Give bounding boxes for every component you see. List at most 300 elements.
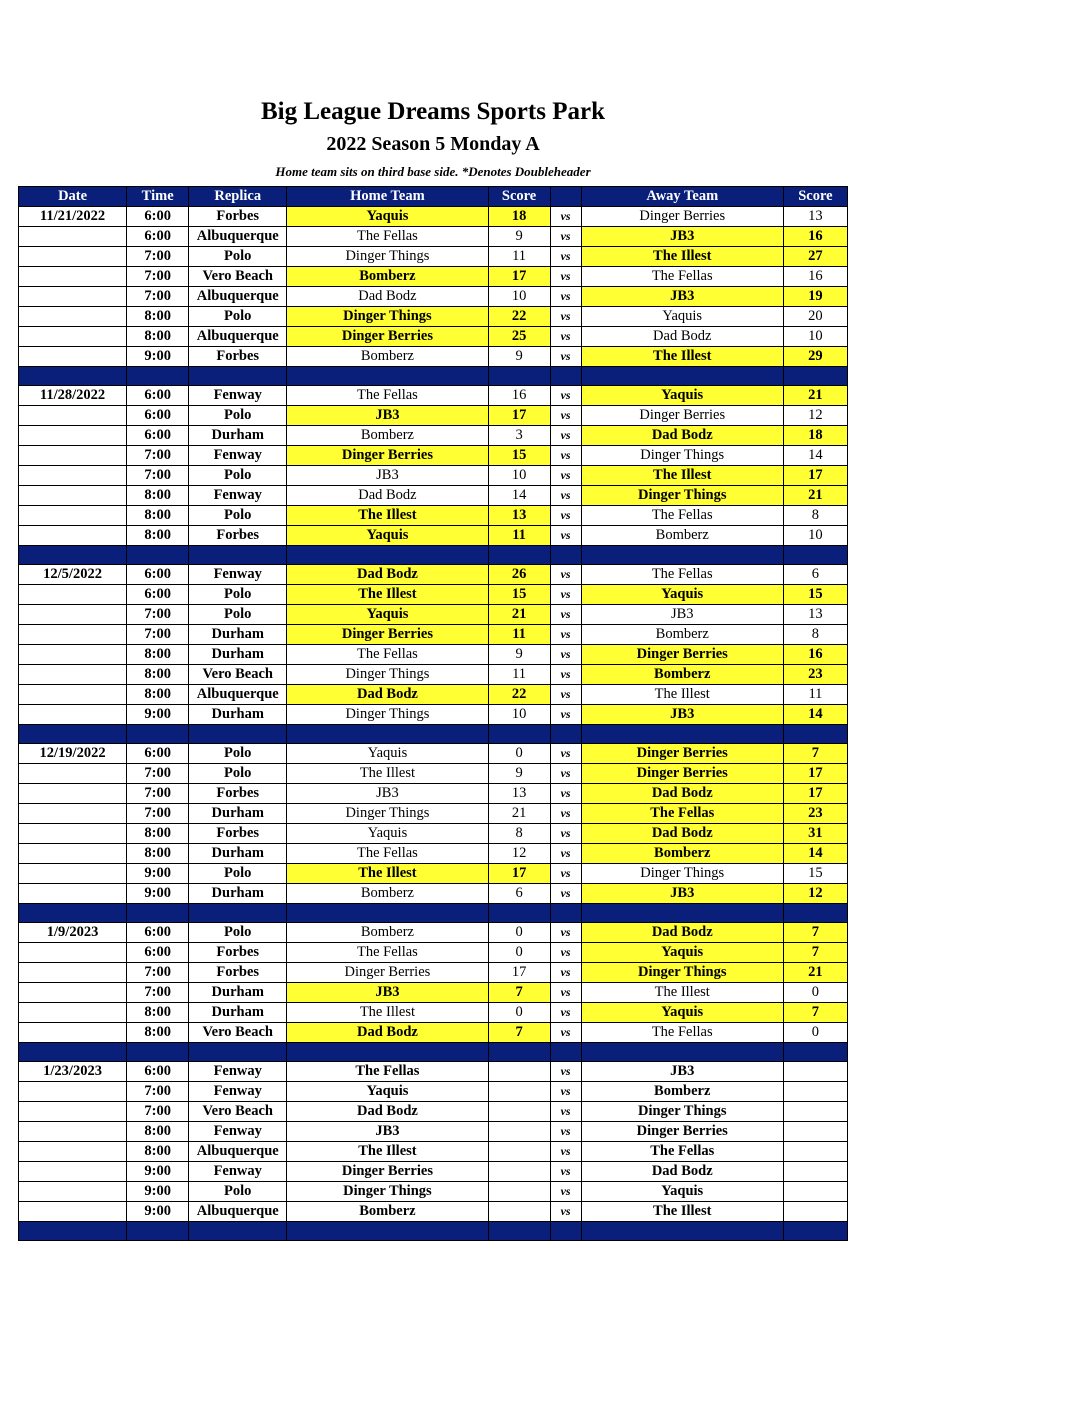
game-time: 6:00	[127, 1062, 189, 1082]
field-replica: Vero Beach	[189, 1102, 287, 1122]
separator-cell	[550, 546, 581, 565]
vs-label: vs	[550, 1023, 581, 1043]
game-row	[19, 486, 848, 506]
away-score	[783, 1102, 847, 1122]
field-replica: Vero Beach	[189, 1023, 287, 1043]
home-team: Dad Bodz	[287, 486, 488, 506]
away-team: The Fellas	[581, 506, 783, 526]
week-date-blank	[19, 1142, 127, 1162]
week-date: 12/19/2022	[19, 744, 127, 764]
game-row	[19, 625, 848, 645]
away-team: Bomberz	[581, 526, 783, 546]
game-row	[19, 506, 848, 526]
home-team: Dinger Berries	[287, 963, 488, 983]
home-score: 26	[488, 565, 550, 585]
separator-cell	[783, 904, 847, 923]
separator-cell	[488, 546, 550, 565]
separator-cell	[127, 546, 189, 565]
game-row	[19, 884, 848, 904]
game-row	[19, 307, 848, 327]
vs-label: vs	[550, 943, 581, 963]
field-replica: Vero Beach	[189, 267, 287, 287]
game-row	[19, 227, 848, 247]
away-team: The Fellas	[581, 804, 783, 824]
away-team: Dad Bodz	[581, 824, 783, 844]
away-score: 10	[783, 327, 847, 347]
week-date-blank	[19, 864, 127, 884]
separator-cell	[19, 1043, 127, 1062]
away-score: 6	[783, 565, 847, 585]
home-score: 10	[488, 466, 550, 486]
game-time: 6:00	[127, 207, 189, 227]
week-date: 1/23/2023	[19, 1062, 127, 1082]
separator-cell	[783, 725, 847, 744]
game-time: 9:00	[127, 347, 189, 367]
game-row	[19, 327, 848, 347]
home-team: The Fellas	[287, 943, 488, 963]
away-score: 13	[783, 605, 847, 625]
home-team: The Fellas	[287, 645, 488, 665]
week-date-blank	[19, 1162, 127, 1182]
game-time: 8:00	[127, 1142, 189, 1162]
away-team: JB3	[581, 227, 783, 247]
week-date-blank	[19, 486, 127, 506]
home-team: Yaquis	[287, 207, 488, 227]
away-team: Dinger Berries	[581, 744, 783, 764]
separator-cell	[19, 725, 127, 744]
vs-label: vs	[550, 923, 581, 943]
game-time: 8:00	[127, 506, 189, 526]
away-score	[783, 1082, 847, 1102]
game-time: 7:00	[127, 983, 189, 1003]
separator-cell	[19, 1222, 127, 1241]
home-score: 7	[488, 983, 550, 1003]
game-row	[19, 705, 848, 725]
field-replica: Polo	[189, 307, 287, 327]
away-score: 16	[783, 267, 847, 287]
week-date-blank	[19, 963, 127, 983]
game-row	[19, 844, 848, 864]
separator-cell	[581, 546, 783, 565]
separator-cell	[488, 904, 550, 923]
vs-label: vs	[550, 804, 581, 824]
away-score: 21	[783, 486, 847, 506]
week-date-blank	[19, 247, 127, 267]
home-score	[488, 1162, 550, 1182]
separator-cell	[488, 725, 550, 744]
away-score: 18	[783, 426, 847, 446]
game-time: 7:00	[127, 1082, 189, 1102]
vs-label: vs	[550, 1102, 581, 1122]
week-date-blank	[19, 307, 127, 327]
week-date-blank	[19, 526, 127, 546]
away-team: Dinger Berries	[581, 645, 783, 665]
vs-label: vs	[550, 864, 581, 884]
home-score: 7	[488, 1023, 550, 1043]
game-time: 8:00	[127, 307, 189, 327]
game-time: 6:00	[127, 386, 189, 406]
vs-label: vs	[550, 446, 581, 466]
week-date-blank	[19, 267, 127, 287]
field-replica: Albuquerque	[189, 227, 287, 247]
home-team: Bomberz	[287, 1202, 488, 1222]
week-separator	[19, 725, 848, 744]
separator-cell	[581, 725, 783, 744]
away-score: 21	[783, 386, 847, 406]
week-date-blank	[19, 1082, 127, 1102]
separator-cell	[783, 1043, 847, 1062]
home-score: 9	[488, 227, 550, 247]
vs-label: vs	[550, 625, 581, 645]
home-team: Yaquis	[287, 744, 488, 764]
game-row	[19, 526, 848, 546]
separator-cell	[287, 1222, 488, 1241]
game-row	[19, 426, 848, 446]
away-team: The Illest	[581, 247, 783, 267]
away-score: 14	[783, 446, 847, 466]
away-score: 15	[783, 864, 847, 884]
game-time: 7:00	[127, 466, 189, 486]
home-team: Dinger Berries	[287, 327, 488, 347]
vs-label: vs	[550, 227, 581, 247]
game-time: 7:00	[127, 804, 189, 824]
home-score: 8	[488, 824, 550, 844]
header-away-team: Away Team	[581, 187, 783, 207]
game-row	[19, 207, 848, 227]
separator-cell	[783, 367, 847, 386]
away-score: 20	[783, 307, 847, 327]
home-team: The Illest	[287, 864, 488, 884]
away-team: The Illest	[581, 466, 783, 486]
home-team: The Illest	[287, 1142, 488, 1162]
game-row	[19, 864, 848, 884]
field-replica: Forbes	[189, 963, 287, 983]
week-date-blank	[19, 347, 127, 367]
field-replica: Durham	[189, 1003, 287, 1023]
field-replica: Polo	[189, 585, 287, 605]
week-date-blank	[19, 665, 127, 685]
field-replica: Forbes	[189, 347, 287, 367]
separator-cell	[550, 367, 581, 386]
vs-label: vs	[550, 327, 581, 347]
away-score	[783, 1062, 847, 1082]
separator-cell	[287, 1043, 488, 1062]
away-team: Dinger Berries	[581, 764, 783, 784]
field-replica: Fenway	[189, 386, 287, 406]
game-row	[19, 963, 848, 983]
page-subtitle: 2022 Season 5 Monday A	[326, 133, 540, 155]
game-row	[19, 665, 848, 685]
home-team: The Fellas	[287, 227, 488, 247]
home-team: Dad Bodz	[287, 685, 488, 705]
game-time: 6:00	[127, 227, 189, 247]
week-date-blank	[19, 824, 127, 844]
week-date-blank	[19, 585, 127, 605]
home-score: 25	[488, 327, 550, 347]
home-team: Dinger Things	[287, 307, 488, 327]
game-row	[19, 446, 848, 466]
away-team: The Illest	[581, 1202, 783, 1222]
field-replica: Forbes	[189, 207, 287, 227]
week-date-blank	[19, 943, 127, 963]
page-title: Big League Dreams Sports Park	[261, 98, 605, 125]
game-row	[19, 1142, 848, 1162]
away-score	[783, 1202, 847, 1222]
home-score	[488, 1122, 550, 1142]
away-score: 15	[783, 585, 847, 605]
separator-cell	[488, 367, 550, 386]
home-team: Dad Bodz	[287, 1102, 488, 1122]
vs-label: vs	[550, 565, 581, 585]
field-replica: Durham	[189, 645, 287, 665]
game-time: 7:00	[127, 446, 189, 466]
away-score: 11	[783, 685, 847, 705]
vs-label: vs	[550, 406, 581, 426]
home-team: JB3	[287, 784, 488, 804]
header-away-score: Score	[783, 187, 847, 207]
game-row	[19, 1003, 848, 1023]
away-score: 23	[783, 665, 847, 685]
field-replica: Fenway	[189, 1122, 287, 1142]
game-time: 7:00	[127, 784, 189, 804]
vs-label: vs	[550, 347, 581, 367]
game-row	[19, 983, 848, 1003]
vs-label: vs	[550, 1062, 581, 1082]
home-team: Dinger Things	[287, 1182, 488, 1202]
away-team: Yaquis	[581, 307, 783, 327]
away-team: The Fellas	[581, 1142, 783, 1162]
game-row	[19, 287, 848, 307]
game-row	[19, 267, 848, 287]
game-time: 6:00	[127, 943, 189, 963]
away-score: 19	[783, 287, 847, 307]
vs-label: vs	[550, 1082, 581, 1102]
week-date-blank	[19, 625, 127, 645]
game-time: 8:00	[127, 1003, 189, 1023]
vs-label: vs	[550, 1162, 581, 1182]
game-time: 9:00	[127, 705, 189, 725]
home-team: The Fellas	[287, 1062, 488, 1082]
game-time: 8:00	[127, 1023, 189, 1043]
home-score: 22	[488, 685, 550, 705]
home-score: 21	[488, 804, 550, 824]
away-team: JB3	[581, 705, 783, 725]
away-score: 12	[783, 406, 847, 426]
game-time: 8:00	[127, 824, 189, 844]
home-score: 9	[488, 347, 550, 367]
field-replica: Vero Beach	[189, 665, 287, 685]
home-score: 17	[488, 864, 550, 884]
separator-cell	[581, 1043, 783, 1062]
away-team: Dad Bodz	[581, 327, 783, 347]
vs-label: vs	[550, 1182, 581, 1202]
home-team: Dad Bodz	[287, 287, 488, 307]
away-score: 12	[783, 884, 847, 904]
week-date-blank	[19, 784, 127, 804]
away-score: 7	[783, 943, 847, 963]
vs-label: vs	[550, 983, 581, 1003]
home-score: 0	[488, 744, 550, 764]
game-time: 9:00	[127, 884, 189, 904]
away-score: 13	[783, 207, 847, 227]
home-score: 17	[488, 963, 550, 983]
week-separator	[19, 546, 848, 565]
game-time: 8:00	[127, 844, 189, 864]
week-separator	[19, 904, 848, 923]
home-score: 15	[488, 585, 550, 605]
game-time: 8:00	[127, 685, 189, 705]
field-replica: Albuquerque	[189, 685, 287, 705]
home-team: JB3	[287, 983, 488, 1003]
away-team: Dad Bodz	[581, 784, 783, 804]
separator-cell	[19, 367, 127, 386]
vs-label: vs	[550, 386, 581, 406]
separator-cell	[581, 367, 783, 386]
away-team: The Fellas	[581, 565, 783, 585]
vs-label: vs	[550, 207, 581, 227]
home-team: Dinger Things	[287, 247, 488, 267]
header-time: Time	[127, 187, 189, 207]
game-row	[19, 585, 848, 605]
home-team: Dad Bodz	[287, 565, 488, 585]
away-score: 14	[783, 844, 847, 864]
home-score	[488, 1182, 550, 1202]
away-score: 16	[783, 645, 847, 665]
game-row	[19, 645, 848, 665]
home-team: Bomberz	[287, 923, 488, 943]
field-replica: Forbes	[189, 526, 287, 546]
home-score: 17	[488, 406, 550, 426]
home-score: 0	[488, 923, 550, 943]
week-date-blank	[19, 1122, 127, 1142]
game-time: 6:00	[127, 406, 189, 426]
game-time: 7:00	[127, 605, 189, 625]
game-row	[19, 605, 848, 625]
game-row	[19, 923, 848, 943]
home-score: 11	[488, 665, 550, 685]
game-time: 7:00	[127, 764, 189, 784]
week-date-blank	[19, 1202, 127, 1222]
game-time: 6:00	[127, 585, 189, 605]
home-team: Bomberz	[287, 347, 488, 367]
away-score: 7	[783, 1003, 847, 1023]
week-separator	[19, 1222, 848, 1241]
game-time: 6:00	[127, 744, 189, 764]
away-score	[783, 1122, 847, 1142]
home-score: 12	[488, 844, 550, 864]
field-replica: Durham	[189, 844, 287, 864]
vs-label: vs	[550, 1122, 581, 1142]
field-replica: Durham	[189, 804, 287, 824]
vs-label: vs	[550, 1003, 581, 1023]
away-score	[783, 1182, 847, 1202]
game-row	[19, 1062, 848, 1082]
home-score: 9	[488, 764, 550, 784]
game-row	[19, 565, 848, 585]
week-date-blank	[19, 1003, 127, 1023]
game-row	[19, 764, 848, 784]
away-score: 0	[783, 1023, 847, 1043]
vs-label: vs	[550, 645, 581, 665]
away-team: JB3	[581, 884, 783, 904]
away-score: 7	[783, 923, 847, 943]
game-time: 6:00	[127, 923, 189, 943]
field-replica: Fenway	[189, 1162, 287, 1182]
home-team: Yaquis	[287, 605, 488, 625]
game-row	[19, 1102, 848, 1122]
away-score: 31	[783, 824, 847, 844]
game-row	[19, 1082, 848, 1102]
home-team: Dad Bodz	[287, 1023, 488, 1043]
away-score	[783, 1162, 847, 1182]
separator-cell	[488, 1043, 550, 1062]
separator-cell	[127, 1222, 189, 1241]
week-date-blank	[19, 705, 127, 725]
game-row	[19, 744, 848, 764]
header-home-team: Home Team	[287, 187, 488, 207]
game-time: 8:00	[127, 1122, 189, 1142]
separator-cell	[287, 725, 488, 744]
separator-cell	[581, 1222, 783, 1241]
header-home-score: Score	[488, 187, 550, 207]
schedule-table	[18, 186, 848, 1241]
field-replica: Polo	[189, 406, 287, 426]
game-time: 8:00	[127, 486, 189, 506]
home-team: The Illest	[287, 764, 488, 784]
vs-label: vs	[550, 884, 581, 904]
game-time: 6:00	[127, 426, 189, 446]
field-replica: Albuquerque	[189, 1142, 287, 1162]
away-team: Yaquis	[581, 1003, 783, 1023]
week-date-blank	[19, 406, 127, 426]
separator-cell	[127, 1043, 189, 1062]
separator-cell	[127, 725, 189, 744]
vs-label: vs	[550, 307, 581, 327]
game-row	[19, 1162, 848, 1182]
home-score: 22	[488, 307, 550, 327]
separator-cell	[287, 546, 488, 565]
separator-cell	[189, 1222, 287, 1241]
home-score: 11	[488, 247, 550, 267]
home-team: JB3	[287, 406, 488, 426]
home-score: 11	[488, 625, 550, 645]
away-score	[783, 1142, 847, 1162]
separator-cell	[189, 725, 287, 744]
game-row	[19, 685, 848, 705]
home-score	[488, 1082, 550, 1102]
separator-cell	[189, 546, 287, 565]
game-row	[19, 466, 848, 486]
away-team: Bomberz	[581, 625, 783, 645]
field-replica: Fenway	[189, 446, 287, 466]
field-replica: Polo	[189, 764, 287, 784]
field-replica: Durham	[189, 705, 287, 725]
game-row	[19, 824, 848, 844]
away-team: Dinger Berries	[581, 207, 783, 227]
home-team: Dinger Things	[287, 804, 488, 824]
away-team: The Illest	[581, 983, 783, 1003]
game-row	[19, 804, 848, 824]
away-score: 0	[783, 983, 847, 1003]
vs-label: vs	[550, 506, 581, 526]
vs-label: vs	[550, 1202, 581, 1222]
home-team: Bomberz	[287, 426, 488, 446]
vs-label: vs	[550, 665, 581, 685]
week-date: 12/5/2022	[19, 565, 127, 585]
away-score: 27	[783, 247, 847, 267]
away-team: Dinger Things	[581, 1102, 783, 1122]
away-score: 17	[783, 784, 847, 804]
